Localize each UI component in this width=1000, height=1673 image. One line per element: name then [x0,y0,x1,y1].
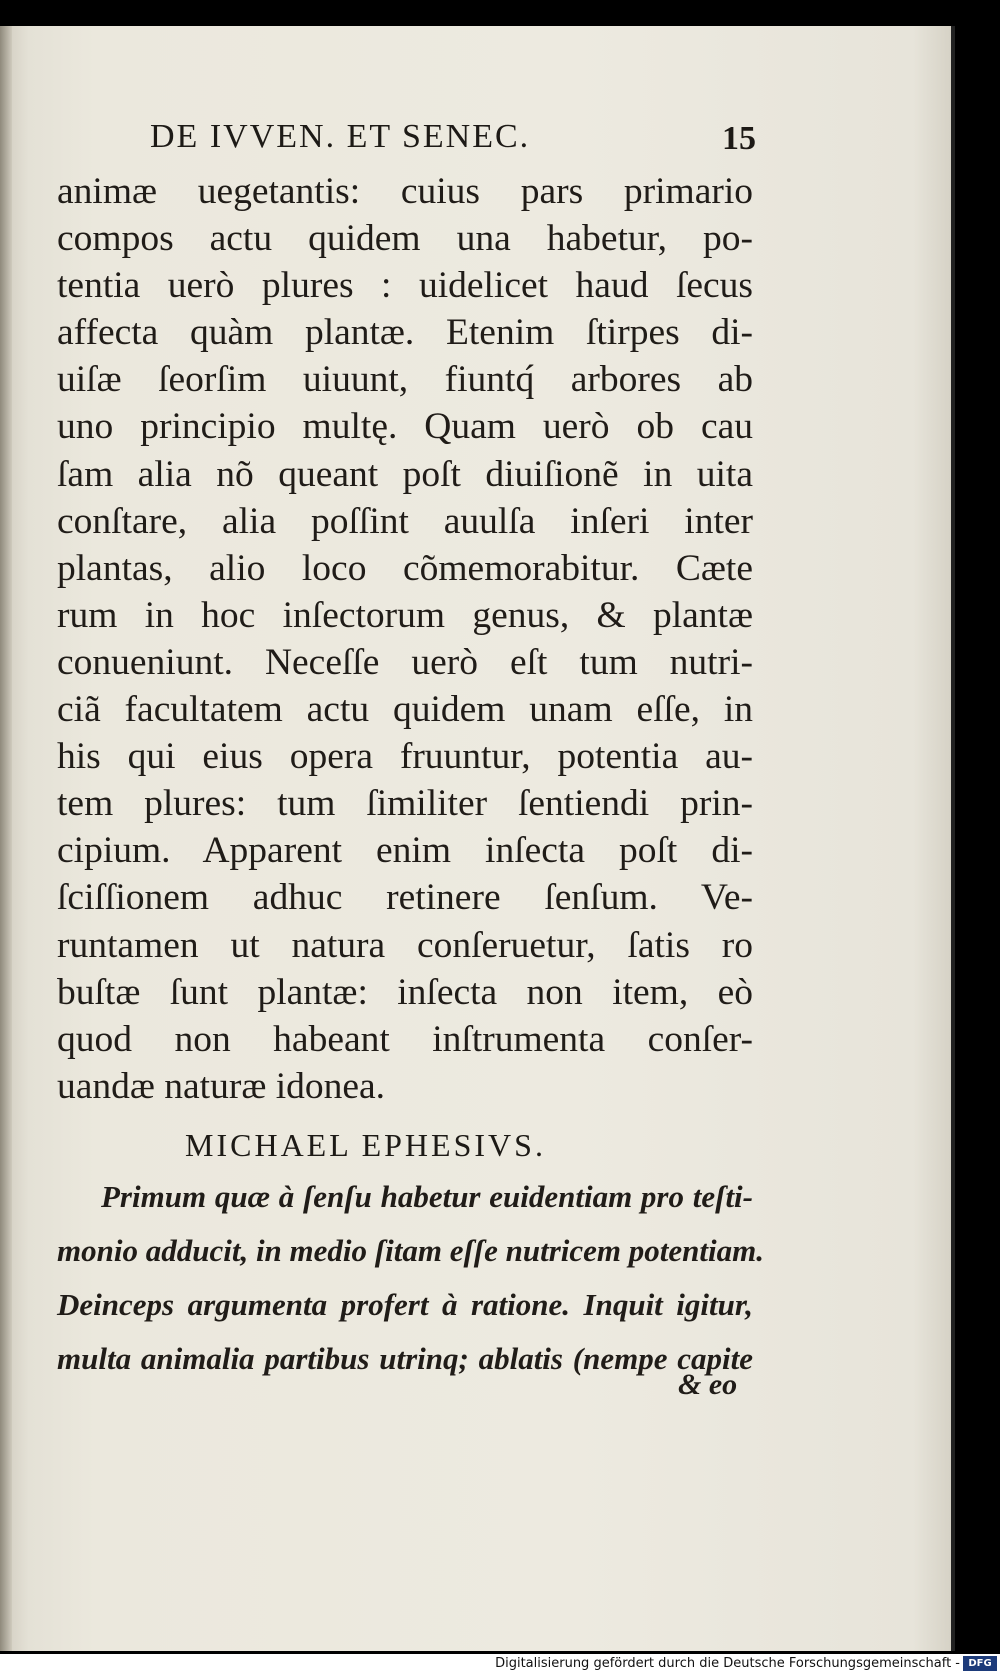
text-line: animæ uegetantis: cuius pars primario [57,171,753,212]
text-line: conſtare, alia poſſint auulſa inſeri inter [57,500,753,542]
page-gutter [0,26,12,1651]
text-line: affecta quàm plantæ. Etenim ſtirpes di- [57,312,753,354]
text-line: compos actu quidem una habetur, po- [57,218,753,260]
catchword: & eo [678,1368,738,1401]
commentary-heading: MICHAEL EPHESIVS. [185,1127,546,1163]
text-line: uiſæ ſeorſim uiuunt, fiuntq́ arbores ab [57,359,753,401]
text-line: conueniunt. Neceſſe uerò eſt tum nutri- [57,641,753,683]
text-line: cipium. Apparent enim inſecta poſt di- [57,830,753,872]
text-line: quod non habeant inſtrumenta conſer- [57,1018,753,1060]
commentary-line: Deinceps argumenta profert à ratione. Inquit igitur, [57,1287,753,1322]
commentary-line: monio adducit, in medio ſitam eſſe nutricem potentiam. [57,1233,764,1268]
text-line: tentia uerò plures : uidelicet haud ſecus [57,265,753,307]
text-line: uno principio multę. Quam uerò ob cau [57,406,753,448]
text-line: runtamen ut natura conſeruetur, ſatis ro [57,924,753,966]
text-line: tem plures: tum ſimiliter ſentiendi prin- [57,783,753,825]
main-text-block [57,168,753,1110]
text-line: ſciſſionem adhuc retinere ſenſum. Ve- [57,877,753,919]
text-line: buſtæ ſunt plantæ: inſecta non item, eò [57,971,753,1013]
commentary-block [57,1170,764,1386]
text-line: plantas, alio loco cõmemorabitur. Cæte [57,547,753,589]
footer-bar [0,1654,1000,1673]
text-line: his qui eius opera fruuntur, potentia au- [57,736,753,778]
text-line: ſam alia nõ queant poſt diuiſionẽ in uita [57,453,753,495]
funding-credit: Digitalisierung gefördert durch die Deutsche Forschungsgemeinschaft - [495,1656,960,1671]
commentary-line: multa animalia partibus utrinq; ablatis (nempe capite [57,1341,753,1376]
dfg-logo: DFG [963,1656,997,1671]
text-line: ciã facultatem actu quidem unam eſſe, in [57,689,753,731]
commentary-line: Primum quæ à ſenſu habetur euidentiam pro teſti- [101,1179,753,1214]
page-number: 15 [722,120,756,157]
text-line: rum in hoc inſectorum genus, & plantæ [57,594,753,636]
running-title: DE IVVEN. ET SENEC. [150,118,531,155]
text-line: uandæ naturæ idonea. [57,1065,386,1107]
